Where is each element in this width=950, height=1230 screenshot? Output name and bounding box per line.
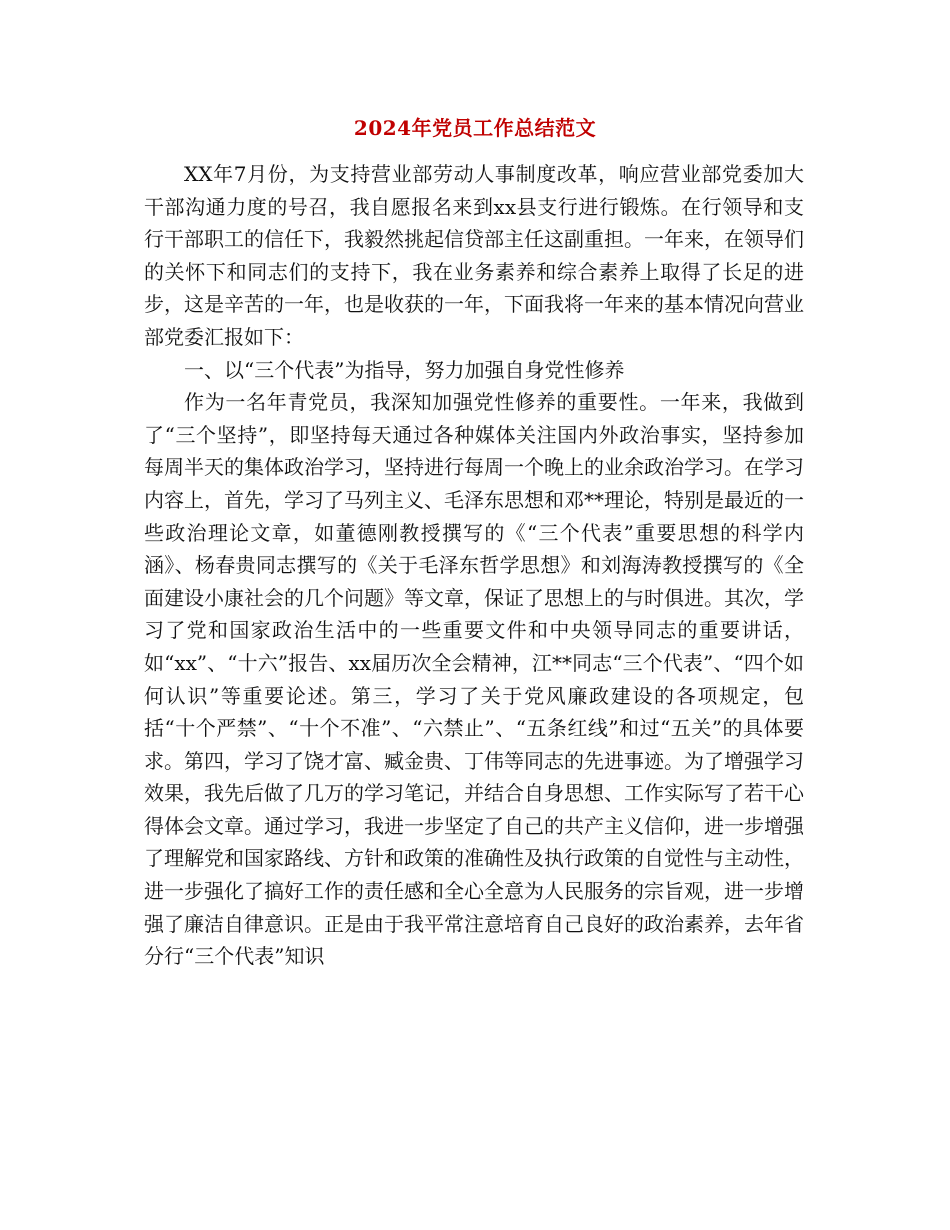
document-body	[144, 158, 804, 973]
section-heading-1: 一、以“三个代表”为指导，努力加强自身党性修养	[184, 357, 625, 382]
paragraph-party-study: 作为一名年青党员，我深知加强党性修养的重要性。一年来，我做到了“三个坚持”，即坚持每天通过各种媒体关注国内外政治事实，坚持参加每周半天的集体政治学习，坚持进行每周一个晚上的业余政治学习。在学习内容上，首先，学习了马列主义、毛泽东思想和邓**理论，特别是最近的一些政治理论文章，如董德刚教授撰写的《“三个代表”重要思想的科学内涵》、杨春贵同志撰写的《关于毛泽东哲学思想》和刘海涛教授撰写的《全面建设小康社会的几个问题》等文章，保证了思想上的与时俱进。其次，学习了党和国家政治生活中的一些重要文件和中央领导同志的重要讲话，如“xx”、“十六”报告、xx届历次全会精神，江**同志“三个代表”、“四个如何认识”等重要论述。第三，学习了关于党风廉政建设的各项规定，包括“十个严禁”、“十个不准”、“六禁止”、“五条红线”和过“五关”的具体要求。第四，学习了饶才富、臧金贵、丁伟等同志的先进事迹。为了增强学习效果，我先后做了几万的学习笔记，并结合自身思想、工作实际写了若干心得体会文章。通过学习，我进一步坚定了自己的共产主义信仰，进一步增强了理解党和国家路线、方针和政策的准确性及执行政策的自觉性与主动性，进一步强化了搞好工作的责任感和全心全意为人民服务的宗旨观，进一步增强了廉洁自律意识。正是由于我平常注意培育自己良好的政治素养，去年省分行“三个代表”知识	[144, 390, 804, 969]
document-title: 2024年党员工作总结范文	[353, 116, 597, 140]
paragraph-intro: XX年7月份，为支持营业部劳动人事制度改革，响应营业部党委加大干部沟通力度的号召，我自愿报名来到xx县支行进行锻炼。在行领导和支行干部职工的信任下，我毅然挑起信贷部主任这副重担。一年来，在领导们的关怀下和同志们的支持下，我在业务素养和综合素养上取得了长足的进步，这是辛苦的一年，也是收获的一年，下面我将一年来的基本情况向营业部党委汇报如下：	[144, 162, 804, 349]
